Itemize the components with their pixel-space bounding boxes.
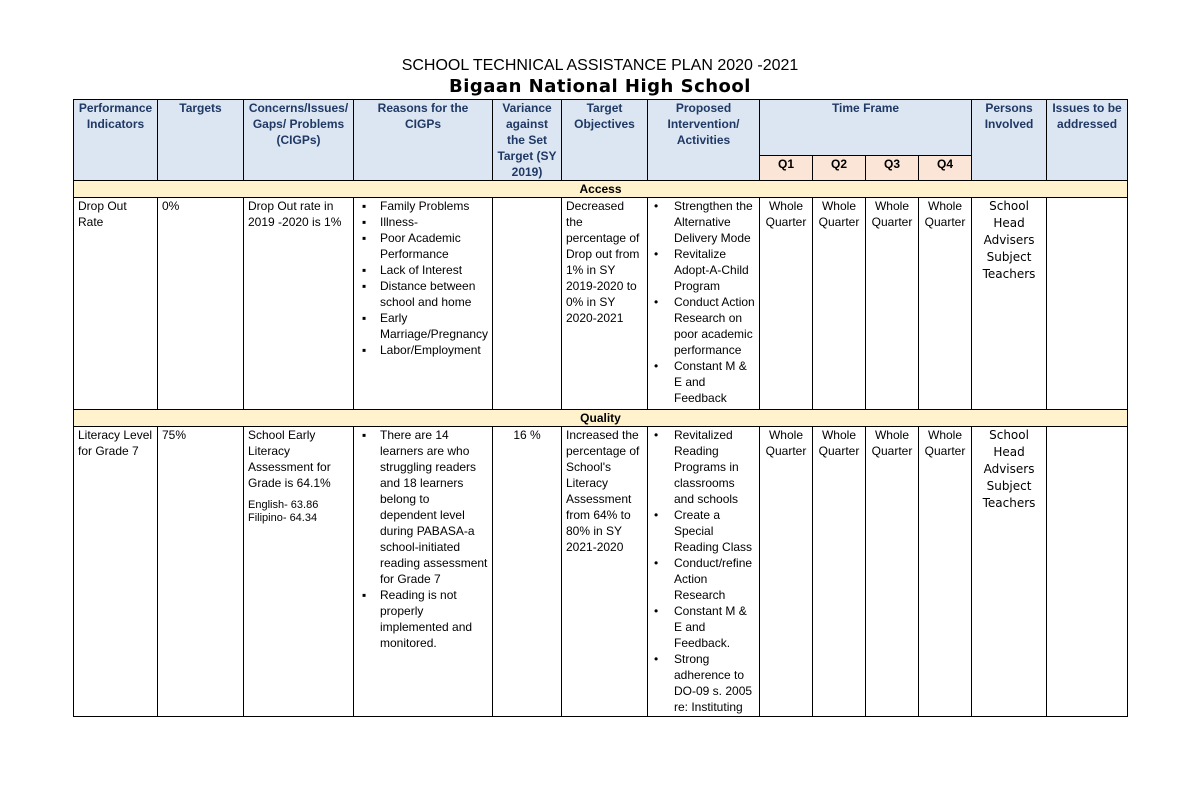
target-cell: 0% xyxy=(158,198,244,410)
reason-item: ▪ Labor/Employment xyxy=(380,342,488,358)
q4-cell: Whole Quarter xyxy=(919,427,972,717)
reason-item: ▪ Distance between school and home xyxy=(380,278,488,310)
table-row-dropout xyxy=(74,198,1128,410)
reasons-cell xyxy=(354,198,493,410)
objective-cell: Increased the percentage of School's Literacy Assessment from 64% to 80% in SY 2021-2020 xyxy=(562,427,648,717)
person-item: Subject Teachers xyxy=(982,250,1036,281)
intervention-item: • Create a Special Reading Class xyxy=(674,507,755,555)
header-reasons: Reasons for the CIGPs xyxy=(354,100,493,181)
issues-cell xyxy=(1047,427,1128,717)
indicator-cell: Literacy Level for Grade 7 xyxy=(74,427,158,717)
persons-cell xyxy=(972,427,1047,717)
school-name: Bigaan National High School xyxy=(449,76,751,97)
header-persons-involved: Persons Involved xyxy=(972,100,1047,181)
person-item: Advisers xyxy=(983,233,1035,247)
q1-cell: Whole Quarter xyxy=(760,427,813,717)
header-cigps: Concerns/Issues/ Gaps/ Problems (CIGPs) xyxy=(244,100,354,181)
reason-item: ▪ Early Marriage/Pregnancy xyxy=(380,310,488,342)
cigp-cell xyxy=(244,427,354,717)
header-variance: Variance against the Set Target (SY 2019) xyxy=(493,100,562,181)
reason-item: ▪ Reading is not properly implemented and monitored. xyxy=(380,587,488,651)
cigp-text: School Early Literacy Assessment for Grade is 64.1% xyxy=(248,428,331,490)
header-q3: Q3 xyxy=(866,156,919,181)
q3-cell: Whole Quarter xyxy=(866,427,919,717)
intervention-cell xyxy=(648,198,760,410)
intervention-item: • Conduct Action Research on poor academic performance xyxy=(674,294,755,358)
variance-cell xyxy=(493,198,562,410)
variance-cell: 16 % xyxy=(493,427,562,717)
section-access: Access xyxy=(74,181,1128,198)
section-quality: Quality xyxy=(74,410,1128,427)
reason-item: ▪ Illness- xyxy=(380,214,488,230)
reason-item: ▪ There are 14 learners are who struggling readers and 18 learners belong to dependent level during PABASA-a school-initiated reading assessment for Grade 7 xyxy=(380,427,488,587)
q4-cell: Whole Quarter xyxy=(919,198,972,410)
intervention-item: • Constant M & E and Feedback. xyxy=(674,603,755,651)
target-cell: 75% xyxy=(158,427,244,717)
intervention-item: • Revitalize Adopt-A-Child Program xyxy=(674,246,755,294)
person-item: Advisers xyxy=(983,462,1035,476)
table-row-literacy xyxy=(74,427,1128,717)
cigp-filipino: Filipino- 64.34 xyxy=(248,512,318,524)
q3-cell: Whole Quarter xyxy=(866,198,919,410)
header-time-frame: Time Frame xyxy=(760,100,972,156)
header-issues: Issues to be addressed xyxy=(1047,100,1128,181)
header-target-objectives: Target Objectives xyxy=(562,100,648,181)
intervention-cell xyxy=(648,427,760,717)
q1-cell: Whole Quarter xyxy=(760,198,813,410)
header-performance-indicators: Performance Indicators xyxy=(74,100,158,181)
header-q4: Q4 xyxy=(919,156,972,181)
q2-cell: Whole Quarter xyxy=(813,427,866,717)
intervention-item: • Conduct/refine Action Research xyxy=(674,555,755,603)
header-q1: Q1 xyxy=(760,156,813,181)
person-item: School Head xyxy=(989,428,1029,459)
header-proposed-intervention: Proposed Intervention/ Activities xyxy=(648,100,760,181)
plan-table xyxy=(73,99,1128,717)
reason-item: ▪ Family Problems xyxy=(380,198,488,214)
header-q2: Q2 xyxy=(813,156,866,181)
document-title: SCHOOL TECHNICAL ASSISTANCE PLAN 2020 -2021 xyxy=(401,57,799,74)
person-item: Subject Teachers xyxy=(982,479,1036,510)
reasons-cell xyxy=(354,427,493,717)
header-targets: Targets xyxy=(158,100,244,181)
persons-cell xyxy=(972,198,1047,410)
cigp-cell: Drop Out rate in 2019 -2020 is 1% xyxy=(244,198,354,410)
indicator-cell: Drop Out Rate xyxy=(74,198,158,410)
q2-cell: Whole Quarter xyxy=(813,198,866,410)
reason-item: ▪ Lack of Interest xyxy=(380,262,488,278)
reason-item: ▪ Poor Academic Performance xyxy=(380,230,488,262)
intervention-item: • Revitalized Reading Programs in classrooms and schools xyxy=(674,427,755,507)
issues-cell xyxy=(1047,198,1128,410)
person-item: School Head xyxy=(989,199,1029,230)
cigp-english: English- 63.86 xyxy=(248,499,319,511)
intervention-item: • Strong adherence to DO-09 s. 2005 re: Instituting xyxy=(674,651,755,715)
intervention-item: • Strengthen the Alternative Delivery Mode xyxy=(674,198,755,246)
objective-cell: Decreased the percentage of Drop out from 1% in SY 2019-2020 to 0% in SY 2020-2021 xyxy=(562,198,648,410)
intervention-item: • Constant M & E and Feedback xyxy=(674,358,755,406)
